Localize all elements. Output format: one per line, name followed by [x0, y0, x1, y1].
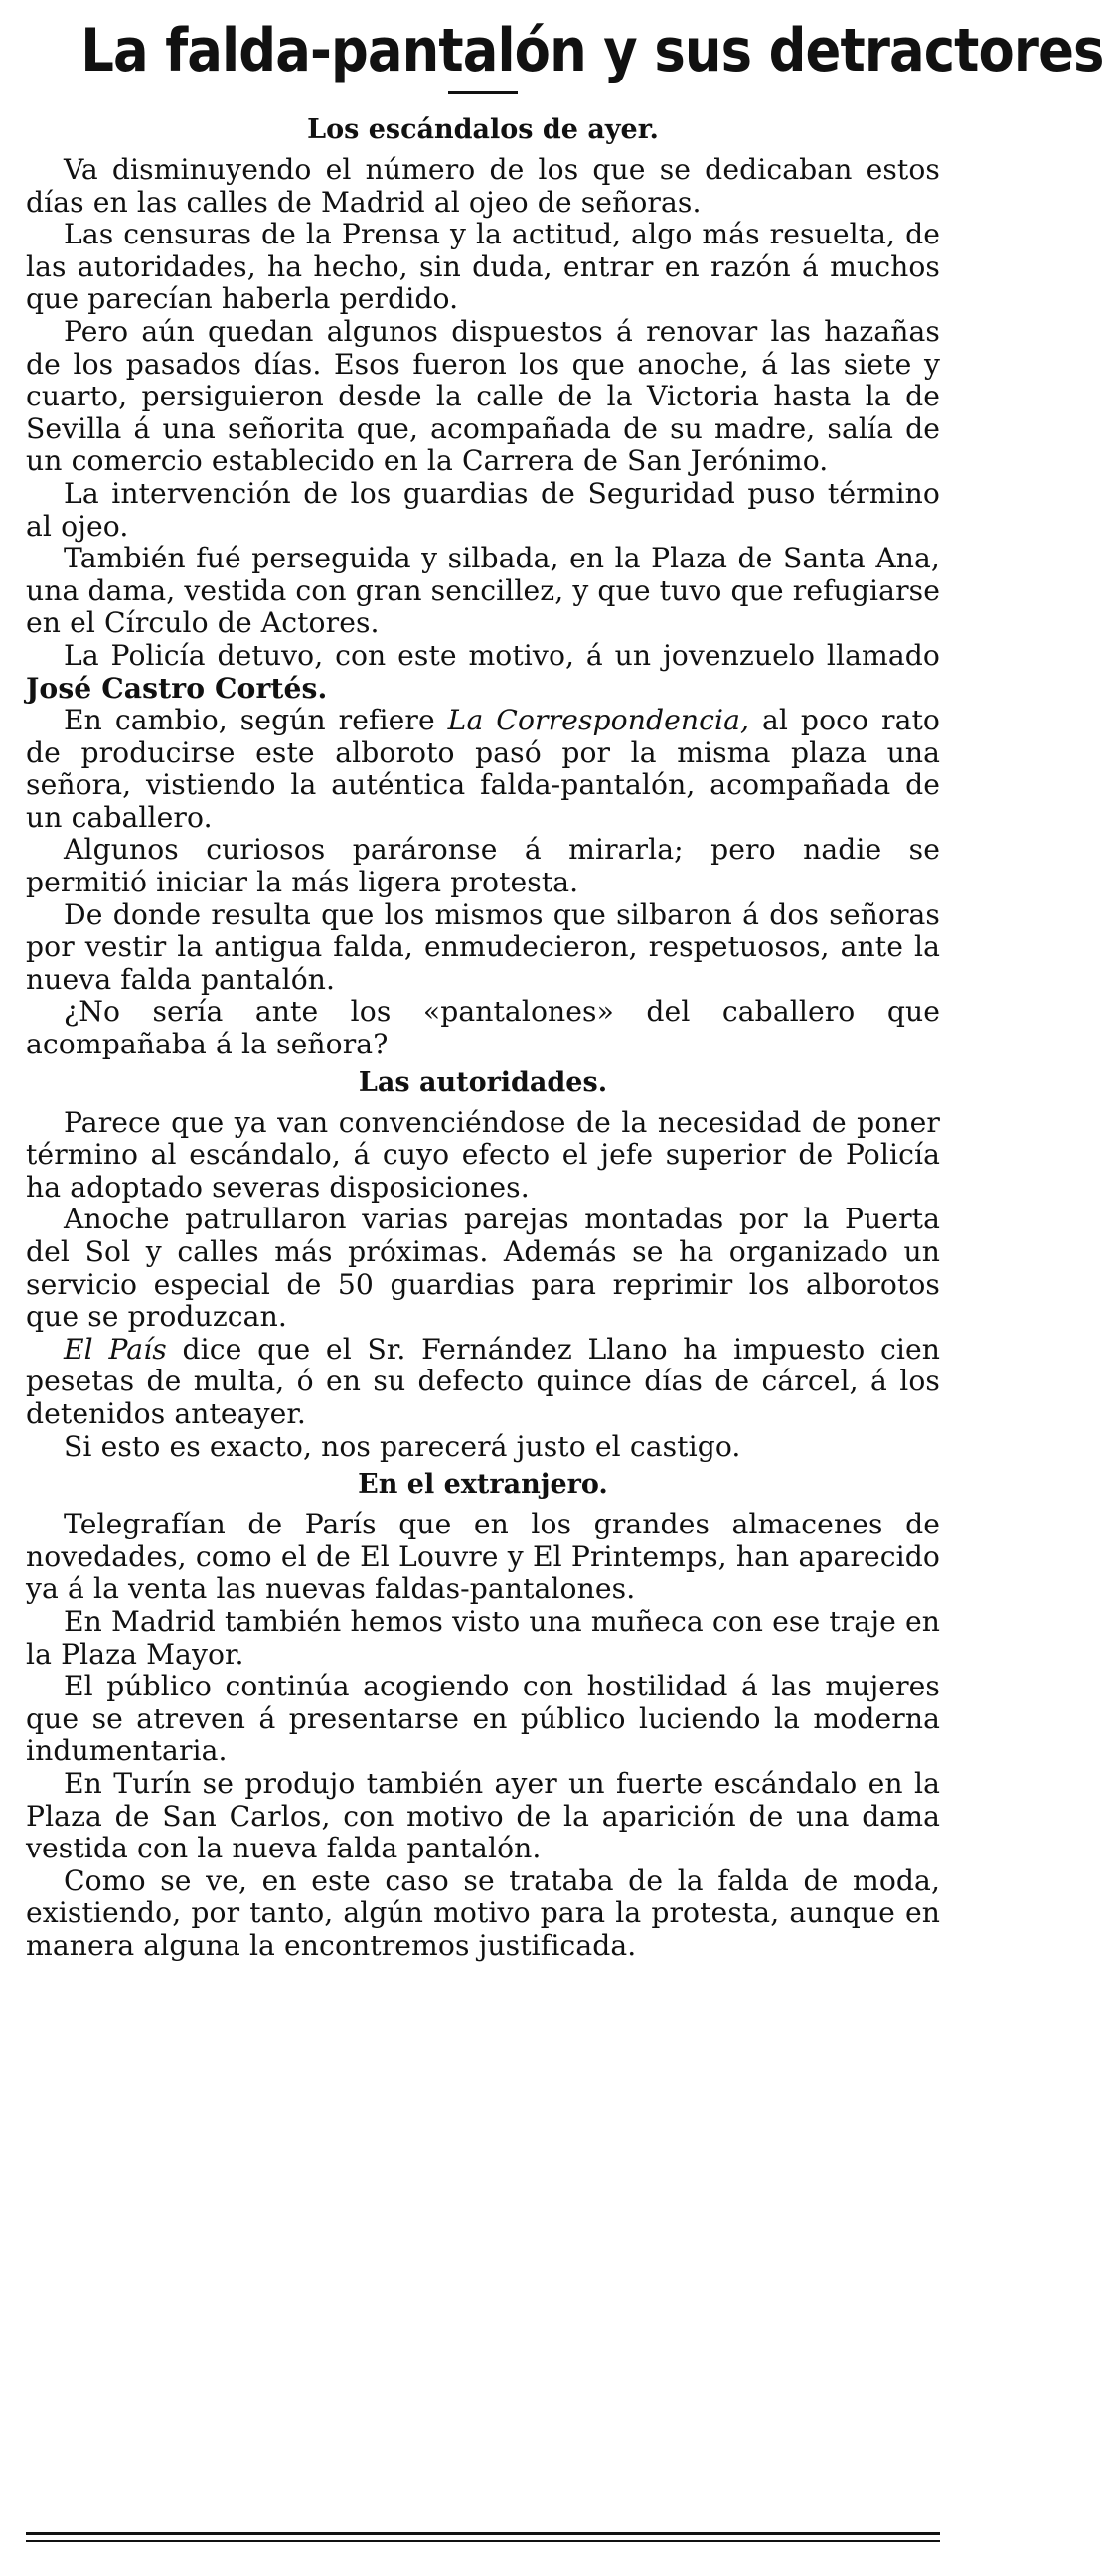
paragraph-text: La intervención de los guardias de Seguridad puso término al ojeo.	[26, 476, 940, 543]
person-name: José Castro Cortés.	[26, 671, 328, 705]
article-paragraph	[26, 543, 940, 640]
footer-divider-thin	[26, 2540, 940, 2542]
paragraph-text: Va disminuyendo el número de los que se dedicaban estos días en las calles de Madrid al ojeo de señoras.	[26, 153, 940, 219]
footer-divider	[26, 2532, 940, 2535]
article-paragraph	[26, 640, 940, 705]
publication-name: La Correspondencia,	[447, 704, 750, 737]
paragraph-text: La Policía detuvo, con este motivo, á un jovenzuelo llamado	[64, 638, 940, 672]
paragraph-text: También fué perseguida y silbada, en la Plaza de Santa Ana, una dama, vestida con gran sencillez, y que tuvo que refugiarse en el Círculo de Actores.	[26, 542, 940, 640]
paragraph-text: Si esto es exacto, nos parecerá justo el castigo.	[64, 1429, 741, 1463]
article-section	[26, 112, 940, 1061]
article-paragraph	[26, 1865, 940, 1963]
paragraph-text: El público continúa acogiendo con hostilidad á las mujeres que se atreven á presentarse en público luciendo la moderna indumentaria.	[26, 1670, 940, 1768]
article-body	[26, 112, 940, 1962]
article-paragraph	[26, 834, 940, 898]
paragraph-text: Las censuras de la Prensa y la actitud, algo más resuelta, de las autoridades, ha hecho, sin duda, entrar en razón á muchos que parecían haberla perdido.	[26, 218, 940, 316]
article-headline: La falda-pantalón y sus detractores	[80, 16, 1104, 85]
article-paragraph	[26, 1768, 940, 1865]
article-paragraph	[26, 316, 940, 478]
paragraph-text: Algunos curiosos paráronse á mirarla; pero nadie se permitió iniciar la más ligera protesta.	[26, 833, 940, 899]
article-paragraph	[26, 899, 940, 997]
section-heading: Las autoridades.	[358, 1066, 608, 1098]
section-heading: En el extranjero.	[358, 1469, 608, 1501]
paragraph-text: De donde resulta que los mismos que silbaron á dos señoras por vestir la antigua falda, enmudecieron, respetuosos, ante la nueva falda pantalón.	[26, 897, 940, 996]
article-section	[26, 1065, 940, 1464]
publication-name: El País	[64, 1332, 167, 1366]
article-section	[26, 1467, 940, 1962]
paragraph-text: En Turín se produjo también ayer un fuerte escándalo en la Plaza de San Carlos, con motivo de la aparición de una dama vestida con la nueva falda pantalón.	[26, 1766, 940, 1865]
article-paragraph	[26, 1431, 940, 1464]
paragraph-text: Parece que ya van convenciéndose de la necesidad de poner término al escándalo, á cuyo efecto el jefe superior de Policía ha adoptado severas disposiciones.	[26, 1105, 940, 1204]
paragraph-text: En cambio, según refiere	[64, 704, 448, 737]
article-paragraph	[26, 1671, 940, 1768]
paragraph-text: dice que el Sr. Fernández Llano ha impuesto cien pesetas de multa, ó en su defecto quince días de cárcel, á los detenidos anteayer.	[26, 1332, 940, 1430]
paragraph-text: Como se ve, en este caso se trataba de la falda de moda, existiendo, por tanto, algún motivo para la protesta, aunque en manera alguna la encontremos justificada.	[26, 1863, 940, 1962]
article-paragraph	[26, 154, 940, 219]
article-paragraph	[26, 1204, 940, 1333]
article-paragraph	[26, 1334, 940, 1431]
article-paragraph	[26, 705, 940, 834]
article-paragraph	[26, 1107, 940, 1205]
headline-divider	[448, 91, 518, 94]
article-paragraph	[26, 478, 940, 543]
paragraph-text: Telegrafían de París que en los grandes almacenes de novedades, como el de El Louvre y El Printemps, han aparecido ya á la venta las nuevas faldas-pantalones.	[26, 1508, 940, 1606]
section-heading: Los escándalos de ayer.	[307, 114, 659, 145]
paragraph-text: Anoche patrullaron varias parejas montadas por la Puerta del Sol y calles más próximas. Además se ha organizado un servicio especial de 50 guardias para reprimir los alborotos que se produzcan.	[26, 1203, 940, 1334]
paragraph-text: En Madrid también hemos visto una muñeca con ese traje en la Plaza Mayor.	[26, 1604, 940, 1671]
article-paragraph	[26, 1606, 940, 1671]
article-paragraph	[26, 1509, 940, 1606]
paragraph-text: ¿No sería ante los «pantalones» del caballero que acompañaba á la señora?	[26, 995, 940, 1061]
paragraph-text: Pero aún quedan algunos dispuestos á renovar las hazañas de los pasados días. Esos fueron los que anoche, á las siete y cuarto, persiguieron desde la calle de la Victoria hasta la de Sevilla á una señorita que, acompañada de su madre, salía de un comercio establecido en la Carrera de San Jerónimo.	[26, 314, 940, 478]
article-paragraph	[26, 996, 940, 1060]
paragraph-text: al poco rato de producirse este alboroto pasó por la misma plaza una señora, vistiendo la auténtica falda-pantalón, acompañada de un caballero.	[26, 704, 940, 834]
article-paragraph	[26, 219, 940, 316]
